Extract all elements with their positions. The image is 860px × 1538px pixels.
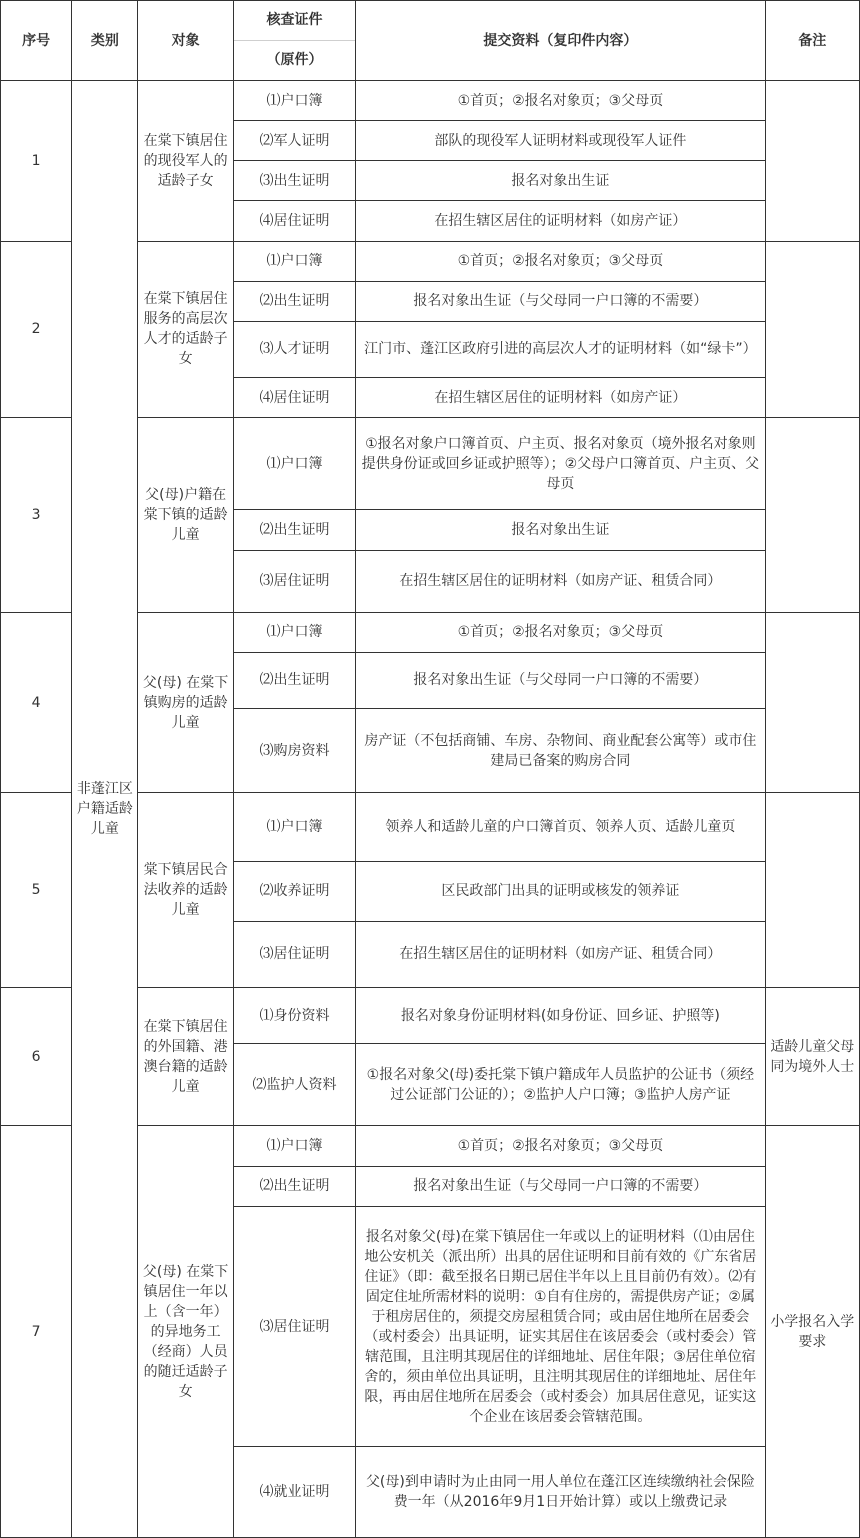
target-cell: 在棠下镇居住的现役军人的适龄子女 xyxy=(138,81,233,242)
target-cell: 父(母) 在棠下镇购房的适龄儿童 xyxy=(138,612,233,793)
doc-cell: ⑴户口簿 xyxy=(233,418,355,510)
doc-cell: ⑷居住证明 xyxy=(233,201,355,241)
material-cell: ①首页；②报名对象页；③父母页 xyxy=(356,1126,765,1166)
material-cell: 报名对象出生证 xyxy=(356,510,765,550)
remark-cell: 小学报名入学要求 xyxy=(765,1126,859,1538)
material-cell: ①首页；②报名对象页；③父母页 xyxy=(356,81,765,121)
header-seq: 序号 xyxy=(1,1,72,81)
doc-cell: ⑶购房资料 xyxy=(233,709,355,793)
doc-cell: ⑵监护人资料 xyxy=(233,1044,355,1126)
material-cell: 报名对象身份证明材料(如身份证、回乡证、护照等) xyxy=(356,987,765,1043)
header-row xyxy=(1,1,860,81)
material-cell: 报名对象出生证（与父母同一户口簿的不需要） xyxy=(356,281,765,321)
header-target: 对象 xyxy=(138,1,233,81)
category-cell: 非蓬江区户籍适龄儿童 xyxy=(72,81,138,1538)
target-cell: 父(母) 在棠下镇居住一年以上（含一年）的异地务工（经商）人员的随迁适龄子女 xyxy=(138,1126,233,1538)
material-cell: 在招生辖区居住的证明材料（如房产证、租赁合同） xyxy=(356,921,765,987)
seq-cell: 7 xyxy=(1,1126,72,1538)
doc-cell: ⑴身份资料 xyxy=(233,987,355,1043)
seq-cell: 5 xyxy=(1,793,72,988)
remark-cell xyxy=(765,418,859,613)
material-cell: 报名对象出生证（与父母同一户口簿的不需要） xyxy=(356,652,765,708)
header-check-doc-line2: （原件） xyxy=(234,40,355,80)
material-cell: ①报名对象户口簿首页、户主页、报名对象页（境外报名对象则提供身份证或回乡证或护照等）；②父母户口簿首页、户主页、父母页 xyxy=(356,418,765,510)
seq-cell: 6 xyxy=(1,987,72,1125)
remark-cell xyxy=(765,793,859,988)
doc-cell: ⑶居住证明 xyxy=(233,550,355,612)
doc-cell: ⑵出生证明 xyxy=(233,281,355,321)
material-cell: 在招生辖区居住的证明材料（如房产证） xyxy=(356,201,765,241)
doc-cell: ⑵出生证明 xyxy=(233,652,355,708)
doc-cell: ⑴户口簿 xyxy=(233,612,355,652)
seq-cell: 3 xyxy=(1,418,72,613)
table-row xyxy=(1,81,860,121)
material-cell: 部队的现役军人证明材料或现役军人证件 xyxy=(356,121,765,161)
material-cell: 在招生辖区居住的证明材料（如房产证） xyxy=(356,377,765,417)
doc-cell: ⑶居住证明 xyxy=(233,1206,355,1447)
remark-cell: 适龄儿童父母同为境外人士 xyxy=(765,987,859,1125)
material-cell: 江门市、蓬江区政府引进的高层次人才的证明材料（如“绿卡”） xyxy=(356,321,765,377)
doc-cell: ⑵出生证明 xyxy=(233,510,355,550)
doc-cell: ⑷就业证明 xyxy=(233,1447,355,1538)
seq-cell: 2 xyxy=(1,241,72,418)
material-cell: 报名对象出生证（与父母同一户口簿的不需要） xyxy=(356,1166,765,1206)
material-cell: 区民政部门出具的证明或核发的领养证 xyxy=(356,861,765,921)
header-remarks: 备注 xyxy=(765,1,859,81)
doc-cell: ⑴户口簿 xyxy=(233,1126,355,1166)
target-cell: 棠下镇居民合法收养的适龄儿童 xyxy=(138,793,233,988)
material-cell: 房产证（不包括商铺、车房、杂物间、商业配套公寓等）或市住建局已备案的购房合同 xyxy=(356,709,765,793)
material-cell: 领养人和适龄儿童的户口簿首页、领养人页、适龄儿童页 xyxy=(356,793,765,861)
doc-cell: ⑴户口簿 xyxy=(233,793,355,861)
doc-cell: ⑵军人证明 xyxy=(233,121,355,161)
doc-cell: ⑵收养证明 xyxy=(233,861,355,921)
material-cell: ①首页；②报名对象页；③父母页 xyxy=(356,612,765,652)
material-cell: 报名对象出生证 xyxy=(356,161,765,201)
doc-cell: ⑶人才证明 xyxy=(233,321,355,377)
material-cell: 报名对象父(母)在棠下镇居住一年或以上的证明材料（⑴由居住地公安机关（派出所）出具的居住证明和目前有效的《广东省居住证》（即：截至报名日期已居住半年以上且目前仍有效）。⑵有固定住址所需材料的说明：①自有住房的，需提供房产证；②属于租房居住的，须提交房屋租赁合同；或由居住地所在居委会（或村委会）出具证明，证实其居住在该居委会（或村委会）管辖范围，且注明其现居住的详细地址、居住年限；③居住单位宿舍的，须由单位出具证明，且注明其现居住的详细地址、居住年限，再由居住地所在居委会（或村委会）加具居住意见，证实这个企业在该居委会管辖范围。 xyxy=(356,1206,765,1447)
doc-cell: ⑵出生证明 xyxy=(233,1166,355,1206)
remark-cell xyxy=(765,81,859,242)
remark-cell xyxy=(765,612,859,793)
remark-cell xyxy=(765,241,859,418)
material-cell: ①报名对象父(母)委托棠下镇户籍成年人员监护的公证书（须经过公证部门公证的）；②监护人户口簿；③监护人房产证 xyxy=(356,1044,765,1126)
doc-cell: ⑷居住证明 xyxy=(233,377,355,417)
target-cell: 在棠下镇居住的外国籍、港澳台籍的适龄儿童 xyxy=(138,987,233,1125)
header-check-doc-line1: 核查证件 xyxy=(266,12,323,28)
target-cell: 在棠下镇居住服务的高层次人才的适龄子女 xyxy=(138,241,233,418)
seq-cell: 4 xyxy=(1,612,72,793)
seq-cell: 1 xyxy=(1,81,72,242)
material-cell: ①首页；②报名对象页；③父母页 xyxy=(356,241,765,281)
header-check-doc xyxy=(233,1,355,81)
doc-cell: ⑴户口簿 xyxy=(233,81,355,121)
target-cell: 父(母)户籍在棠下镇的适龄儿童 xyxy=(138,418,233,613)
doc-cell: ⑶出生证明 xyxy=(233,161,355,201)
material-cell: 父(母)到申请时为止由同一用人单位在蓬江区连续缴纳社会保险费一年（从2016年9月1日开始计算）或以上缴费记录 xyxy=(356,1447,765,1538)
header-category: 类别 xyxy=(72,1,138,81)
doc-cell: ⑶居住证明 xyxy=(233,921,355,987)
doc-cell: ⑴户口簿 xyxy=(233,241,355,281)
header-materials: 提交资料（复印件内容） xyxy=(356,1,765,81)
material-cell: 在招生辖区居住的证明材料（如房产证、租赁合同） xyxy=(356,550,765,612)
